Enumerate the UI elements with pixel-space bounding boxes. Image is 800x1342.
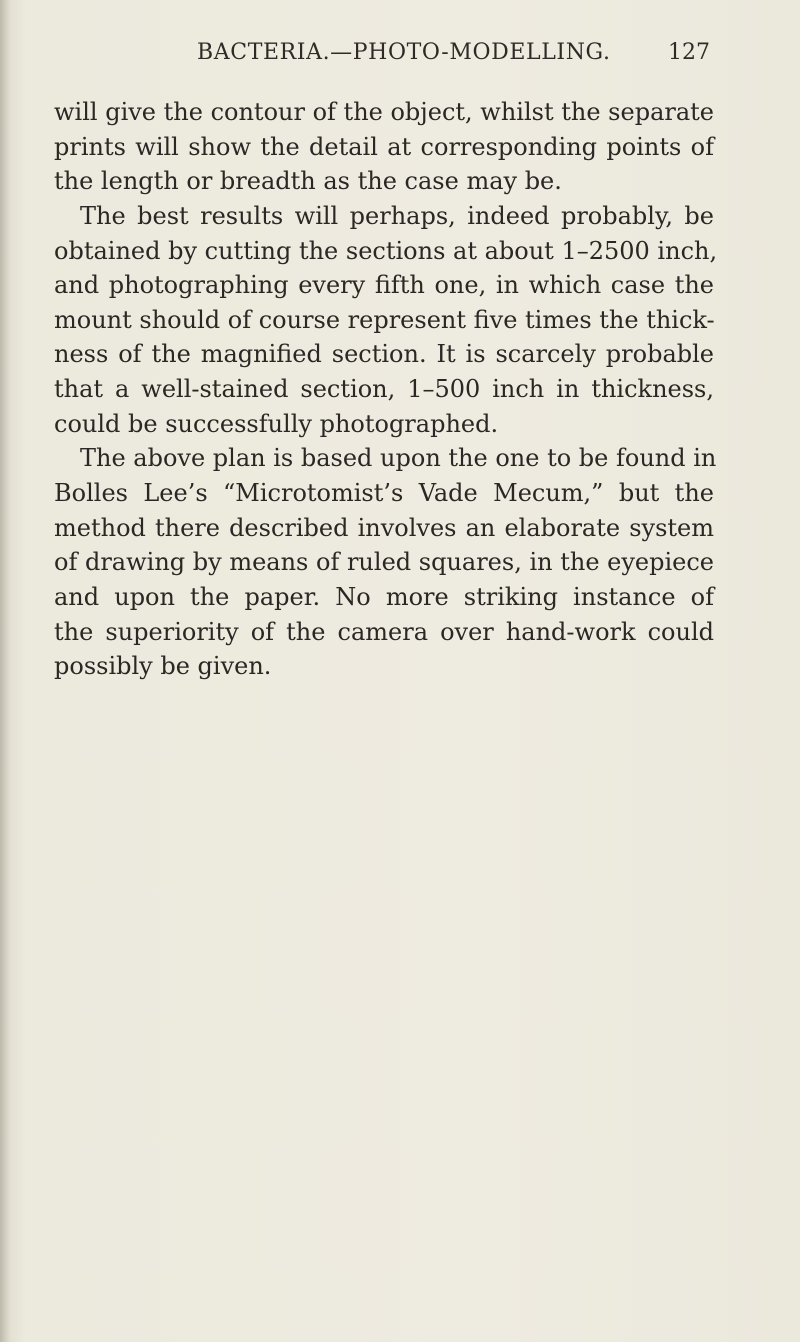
text-line: mount should of course represent five times the thick-	[54, 305, 715, 334]
text-line: The best results will perhaps, indeed probably, be	[80, 201, 714, 230]
page-number: 127	[668, 40, 710, 65]
text-line: possibly be given.	[54, 652, 272, 681]
running-title: BACTERIA.—PHOTO-MODELLING.	[197, 40, 611, 65]
text-line: the length or breadth as the case may be.	[54, 167, 562, 196]
text-line: that a well-stained section, 1–500 inch in thickness,	[54, 375, 714, 404]
text-line: and upon the paper. No more striking instance of	[54, 582, 714, 611]
body-text	[54, 95, 718, 684]
text-line: could be successfully photographed.	[54, 409, 499, 438]
text-line: and photographing every fifth one, in which case the	[54, 271, 714, 300]
text-line: prints will show the detail at corresponding points of	[54, 132, 714, 161]
text-line: the superiority of the camera over hand-work could	[54, 617, 714, 646]
text-line: method there described involves an elaborate system	[54, 513, 714, 542]
text-line: will give the contour of the object, whilst the separate	[54, 98, 714, 126]
running-head	[0, 40, 800, 80]
text-line: The above plan is based upon the one to be found in	[80, 444, 717, 473]
text-line: ness of the magnified section. It is scarcely probable	[54, 340, 714, 369]
text-line: obtained by cutting the sections at about 1–2500 inch,	[54, 236, 718, 265]
text-line: Bolles Lee’s “Microtomist’s Vade Mecum,” but the	[54, 479, 714, 508]
page-binding-edge	[0, 0, 10, 1342]
text-line: of drawing by means of ruled squares, in the eyepiece	[54, 548, 714, 577]
